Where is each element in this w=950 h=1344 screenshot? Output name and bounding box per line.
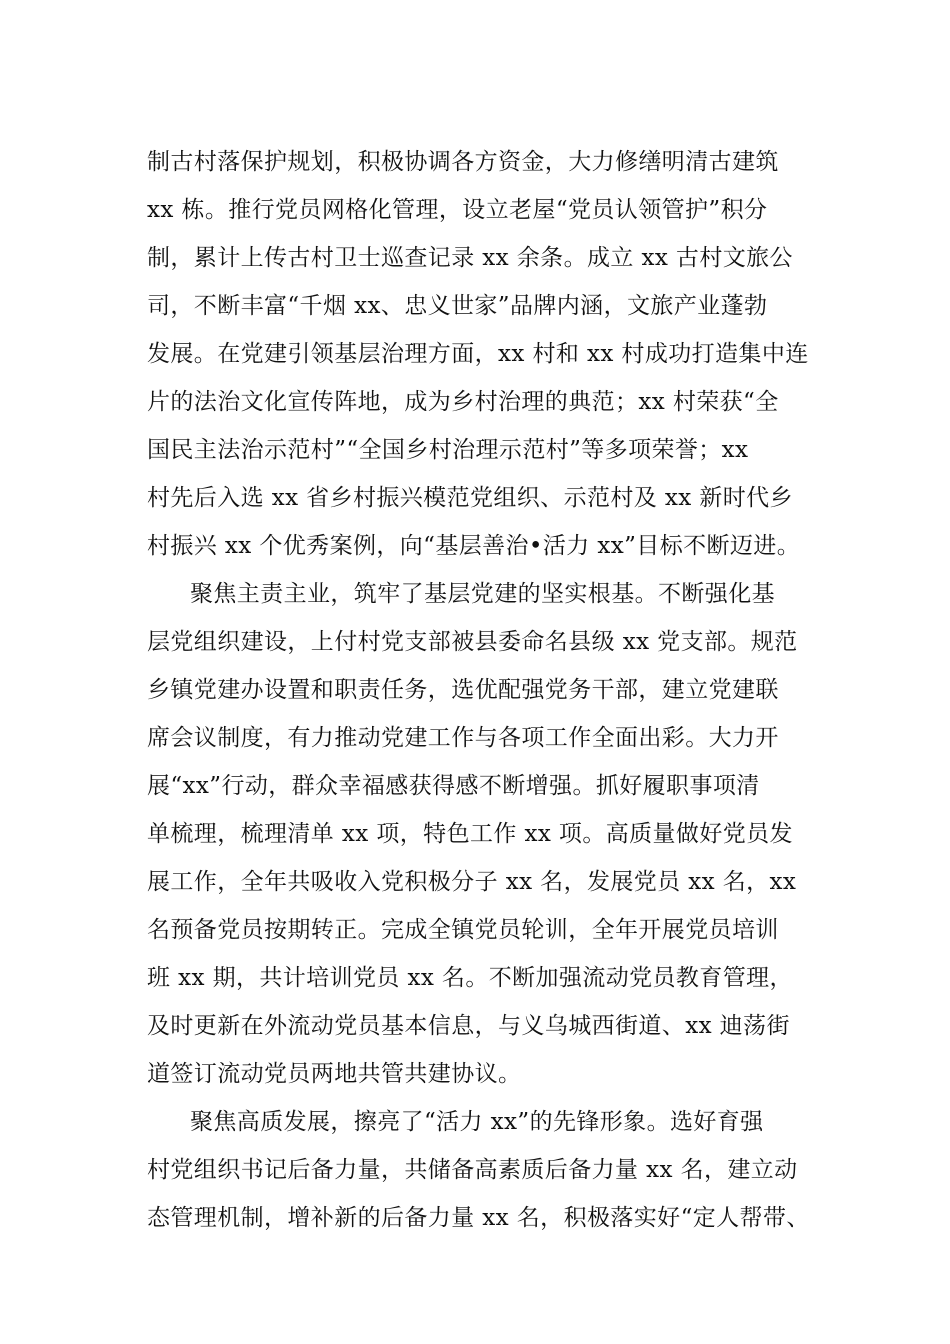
- text-line: 名预备党员按期转正。完成全镇党员轮训，全年开展党员培训: [147, 917, 779, 943]
- text-line: 及时更新在外流动党员基本信息，与义乌城西街道、xx 迪荡街: [147, 1013, 790, 1039]
- text-line: 发展。在党建引领基层治理方面，xx 村和 xx 村成功打造集中连: [147, 341, 809, 367]
- text-line: 村先后入选 xx 省乡村振兴模范党组织、示范村及 xx 新时代乡: [147, 485, 793, 511]
- text-line: 国民主法治示范村”“全国乡村治理示范村”等多项荣誉；xx: [147, 437, 749, 463]
- text-line: 展工作，全年共吸收入党积极分子 xx 名，发展党员 xx 名，xx: [147, 869, 797, 895]
- text-line: 道签订流动党员两地共管共建协议。: [147, 1061, 522, 1087]
- text-line: 制古村落保护规划，积极协调各方资金，大力修缮明清古建筑: [147, 149, 779, 175]
- text-line: 村党组织书记后备力量，共储备高素质后备力量 xx 名，建立动: [147, 1157, 798, 1183]
- text-line: 片的法治文化宣传阵地，成为乡村治理的典范；xx 村荣获“全: [147, 389, 779, 415]
- text-line: 司，不断丰富“千烟 xx、忠义世家”品牌内涵，文旅产业蓬勃: [147, 293, 768, 319]
- text-line: xx 栋。推行党员网格化管理，设立老屋“党员认领管护”积分: [147, 197, 768, 223]
- text-line: 村振兴 xx 个优秀案例，向“基层善治•活力 xx”目标不断迈进。: [147, 533, 801, 559]
- text-line: 乡镇党建办设置和职责任务，选优配强党务干部，建立党建联: [147, 677, 779, 703]
- text-line: 制，累计上传古村卫士巡查记录 xx 余条。成立 xx 古村文旅公: [147, 245, 793, 271]
- text-line: 层党组织建设，上付村党支部被县委命名县级 xx 党支部。规范: [147, 629, 798, 655]
- text-line: 单梳理，梳理清单 xx 项，特色工作 xx 项。高质量做好党员发: [147, 821, 793, 847]
- text-line: 态管理机制，增补新的后备力量 xx 名，积极落实好“定人帮带、: [147, 1205, 810, 1231]
- paragraph-first-line: 聚焦主责主业，筑牢了基层党建的坚实根基。不断强化基: [190, 581, 775, 607]
- text-line: 席会议制度，有力推动党建工作与各项工作全面出彩。大力开: [147, 725, 779, 751]
- paragraph-first-line: 聚焦高质发展，擦亮了“活力 xx”的先锋形象。选好育强: [190, 1109, 764, 1135]
- text-line: 班 xx 期，共计培训党员 xx 名。不断加强流动党员教育管理，: [147, 965, 793, 991]
- text-line: 展“xx”行动，群众幸福感获得感不断增强。抓好履职事项清: [147, 773, 760, 799]
